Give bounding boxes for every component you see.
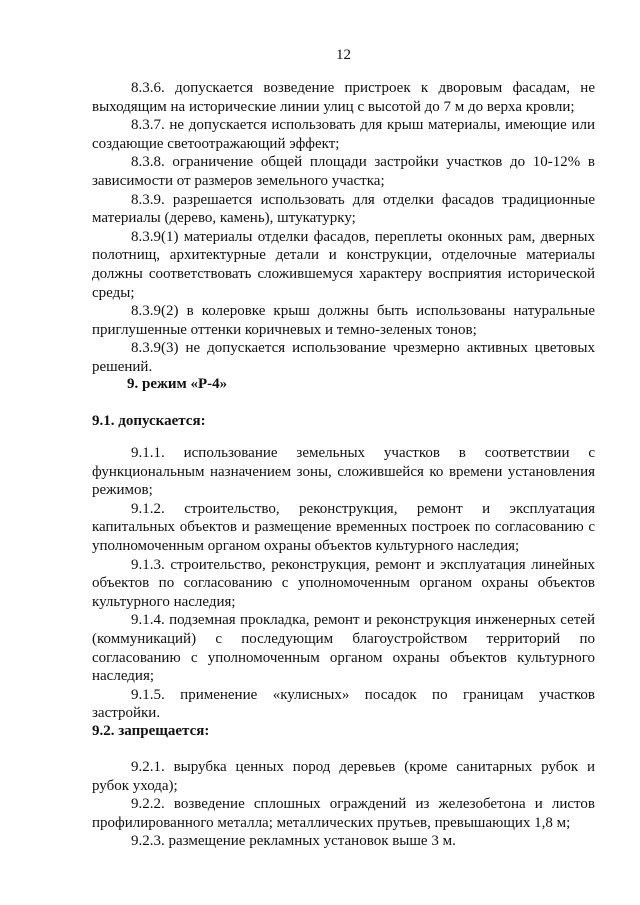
list-item: 8.3.9. разрешается использовать для отделки фасадов традиционные материалы (дерево, камень), штукатурку; <box>92 191 595 227</box>
list-item: 9.1.4. подземная прокладка, ремонт и реконструкция инженерных сетей (коммуникаций) с последующим благоустройством территорий по согласованию с уполномоченным органом охраны объектов культурного наследия; <box>92 612 595 685</box>
list-item: 9.1.2. строительство, реконструкция, ремонт и эксплуатация капитальных объектов и размещение временных построек по согласованию с уполномоченным органом охраны объектов культурного наследия; <box>92 500 595 554</box>
list-item: 8.3.9(3) не допускается использование чрезмерно активных цветовых решений. <box>92 340 595 375</box>
list-item: 8.3.9(2) в колеровке крыш должны быть использованы натуральные приглушенные оттенки коричневых и темно-зеленых тонов; <box>92 303 595 338</box>
subsection-9-1-title: 9.1. допускается: <box>92 413 206 429</box>
subsection-9-1-items <box>92 444 595 723</box>
list-item: 9.1.3. строительство, реконструкция, ремонт и эксплуатация линейных объектов по согласованию с уполномоченным органом охраны объектов культурного наследия; <box>92 556 595 610</box>
list-item: 9.1.5. применение «кулисных» посадок по границам участков застройки. <box>92 686 595 722</box>
list-item: 9.1.1. использование земельных участков в соответствии с функциональным назначением зоны, сложившейся ко времени установления режимов; <box>92 445 595 499</box>
section-9-heading-block <box>92 375 595 394</box>
list-item: 9.2.2. возведение сплошных ограждений из железобетона и листов профилированного металла; металлических прутьев, превышающих 1,8 м; <box>92 796 595 831</box>
page-number: 12 <box>336 47 351 63</box>
list-item: 8.3.8. ограничение общей площади застройки участков до 10-12% в зависимости от размеров земельного участка; <box>92 154 595 189</box>
subsection-9-2-heading-block <box>92 722 595 741</box>
list-item: 8.3.7. не допускается использовать для крыш материалы, имеющие или создающие светоотражающий эффект; <box>92 117 595 152</box>
subsection-9-2-items <box>92 758 595 851</box>
list-item: 8.3.9(1) материалы отделки фасадов, переплеты оконных рам, дверных полотнищ, архитектурные детали и конструкции, отделочные материалы должны соответствовать сложившемуся характеру восприятия исторической среды; <box>92 228 595 301</box>
section-8-items <box>92 79 595 377</box>
list-item: 9.2.1. вырубка ценных пород деревьев (кроме санитарных рубок и рубок ухода); <box>92 759 595 794</box>
list-item: 9.2.3. размещение рекламных установок выше 3 м. <box>131 833 456 850</box>
subsection-9-1-heading-block <box>92 412 595 431</box>
subsection-9-2-title: 9.2. запрещается: <box>92 723 210 739</box>
section-9-title: 9. режим «Р-4» <box>127 376 228 392</box>
list-item: 8.3.6. допускается возведение пристроек к дворовым фасадам, не выходящим на исторические линии улиц с высотой до 7 м до верха кровли; <box>92 80 595 115</box>
